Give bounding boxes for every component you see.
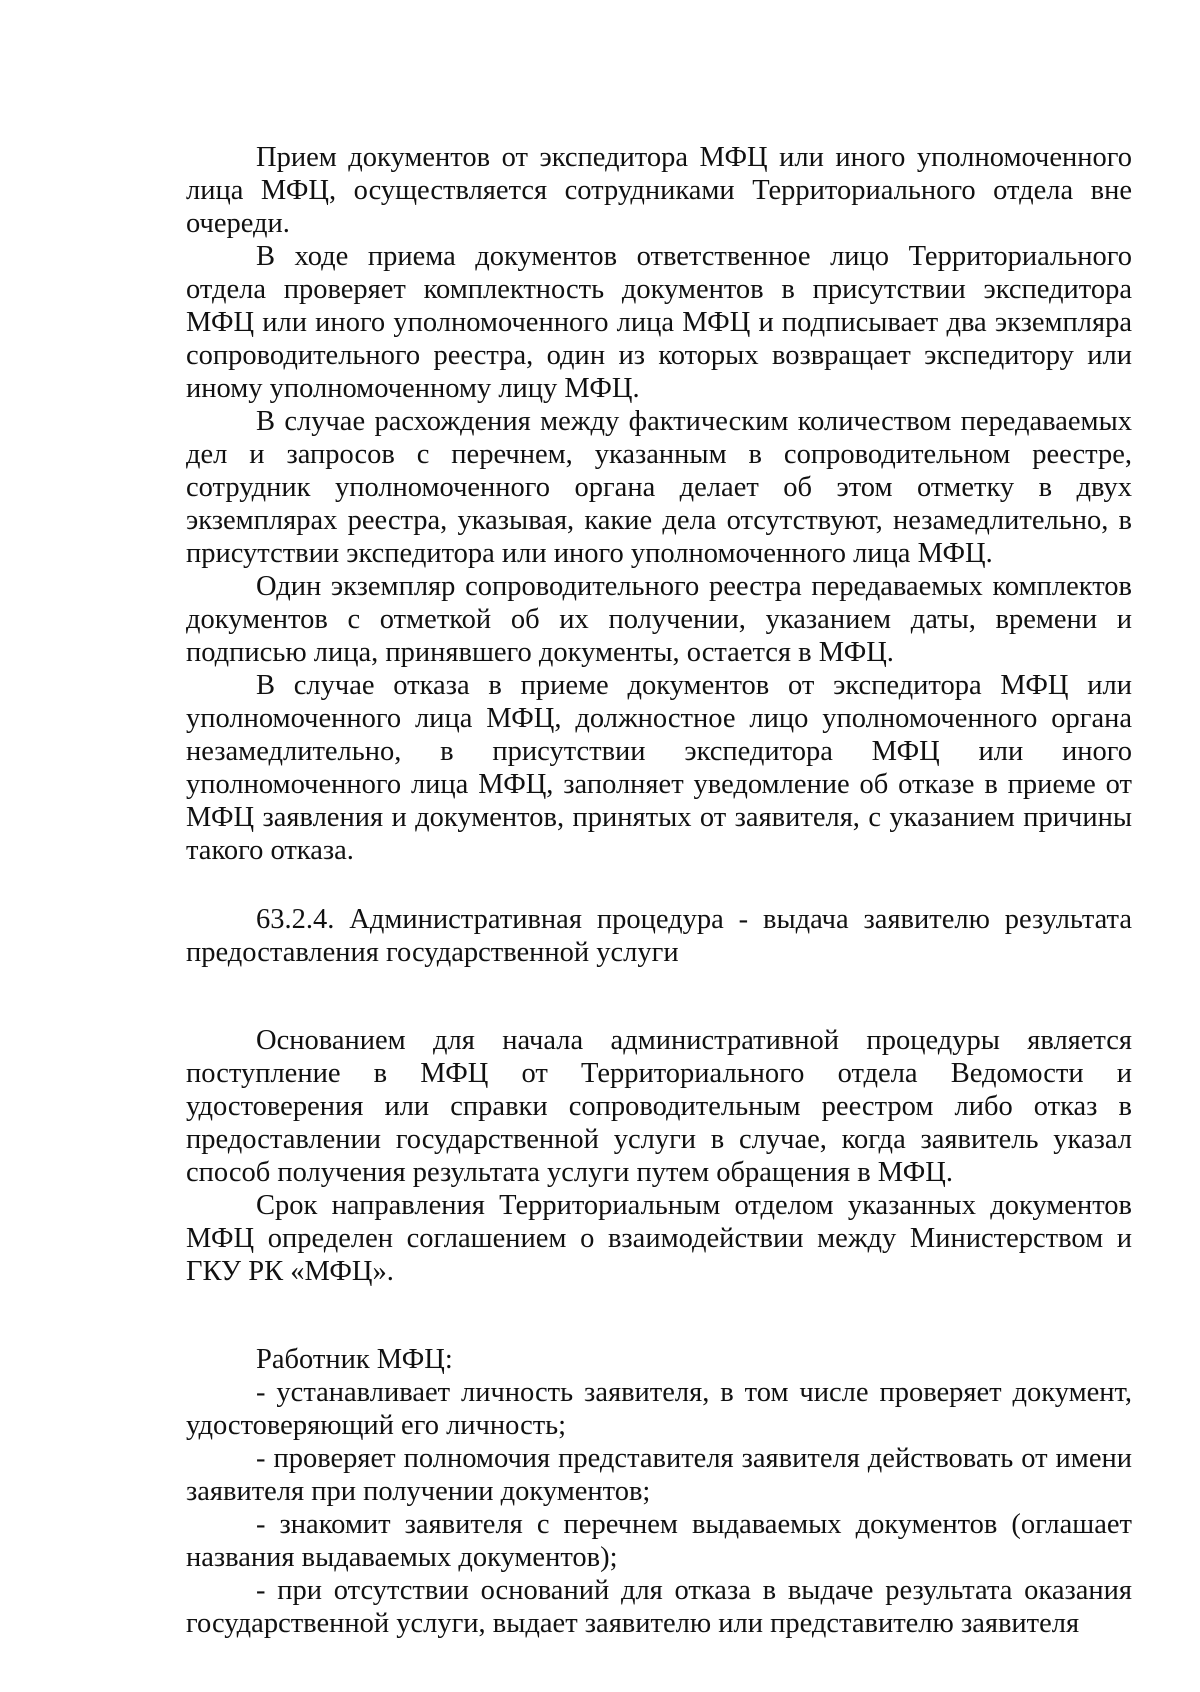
- paragraph-2: В ходе приема документов ответственное лицо Территориального отдела проверяет комплектность документов в присутствии экспедитора МФЦ или иного уполномоченного лица МФЦ и подписывает два экземпляра сопроводительного реестра, один из которых возвращает экспедитору или иному уполномоченному лицу МФЦ.: [186, 241, 1132, 404]
- paragraph-3: В случае расхождения между фактическим количеством передаваемых дел и запросов с перечнем, указанным в сопроводительном реестре, сотрудник уполномоченного органа делает об этом отметку в двух экземплярах реестра, указывая, какие дела отсутствуют, незамедлительно, в присутствии экспедитора или иного уполномоченного лица МФЦ.: [186, 406, 1132, 569]
- paragraph-1: Прием документов от экспедитора МФЦ или иного уполномоченного лица МФЦ, осуществляется сотрудниками Территориального отдела вне очереди.: [186, 142, 1132, 239]
- section-heading: 63.2.4. Административная процедура - выдача заявителю результата предоставления государственной услуги: [186, 904, 1132, 968]
- paragraph-5: В случае отказа в приеме документов от экспедитора МФЦ или уполномоченного лица МФЦ, должностное лицо уполномоченного органа незамедлительно, в присутствии экспедитора МФЦ или иного уполномоченного лица МФЦ, заполняет уведомление об отказе в приеме от МФЦ заявления и документов, принятых от заявителя, с указанием причины такого отказа.: [186, 670, 1132, 866]
- paragraph-4: Один экземпляр сопроводительного реестра передаваемых комплектов документов с отметкой об их получении, указанием даты, времени и подписью лица, принявшего документы, остается в МФЦ.: [186, 571, 1132, 668]
- list-intro: Работник МФЦ:: [256, 1344, 453, 1375]
- list-item-4: - при отсутствии оснований для отказа в выдаче результата оказания государственной услуги, выдает заявителю или представителю заявителя: [186, 1575, 1132, 1639]
- document-body: [186, 141, 1132, 1640]
- list-item-2: - проверяет полномочия представителя заявителя действовать от имени заявителя при получении документов;: [186, 1443, 1132, 1507]
- list-item-3: - знакомит заявителя с перечнем выдаваемых документов (оглашает названия выдаваемых документов);: [186, 1509, 1132, 1573]
- paragraph-7: Срок направления Территориальным отделом указанных документов МФЦ определен соглашением о взаимодействии между Министерством и ГКУ РК «МФЦ».: [186, 1190, 1132, 1287]
- paragraph-6: Основанием для начала административной процедуры является поступление в МФЦ от Территориального отдела Ведомости и удостоверения или справки сопроводительным реестром либо отказ в предоставлении государственной услуги в случае, когда заявитель указал способ получения результата услуги путем обращения в МФЦ.: [186, 1025, 1132, 1188]
- list-item-1: - устанавливает личность заявителя, в том числе проверяет документ, удостоверяющий его личность;: [186, 1377, 1132, 1441]
